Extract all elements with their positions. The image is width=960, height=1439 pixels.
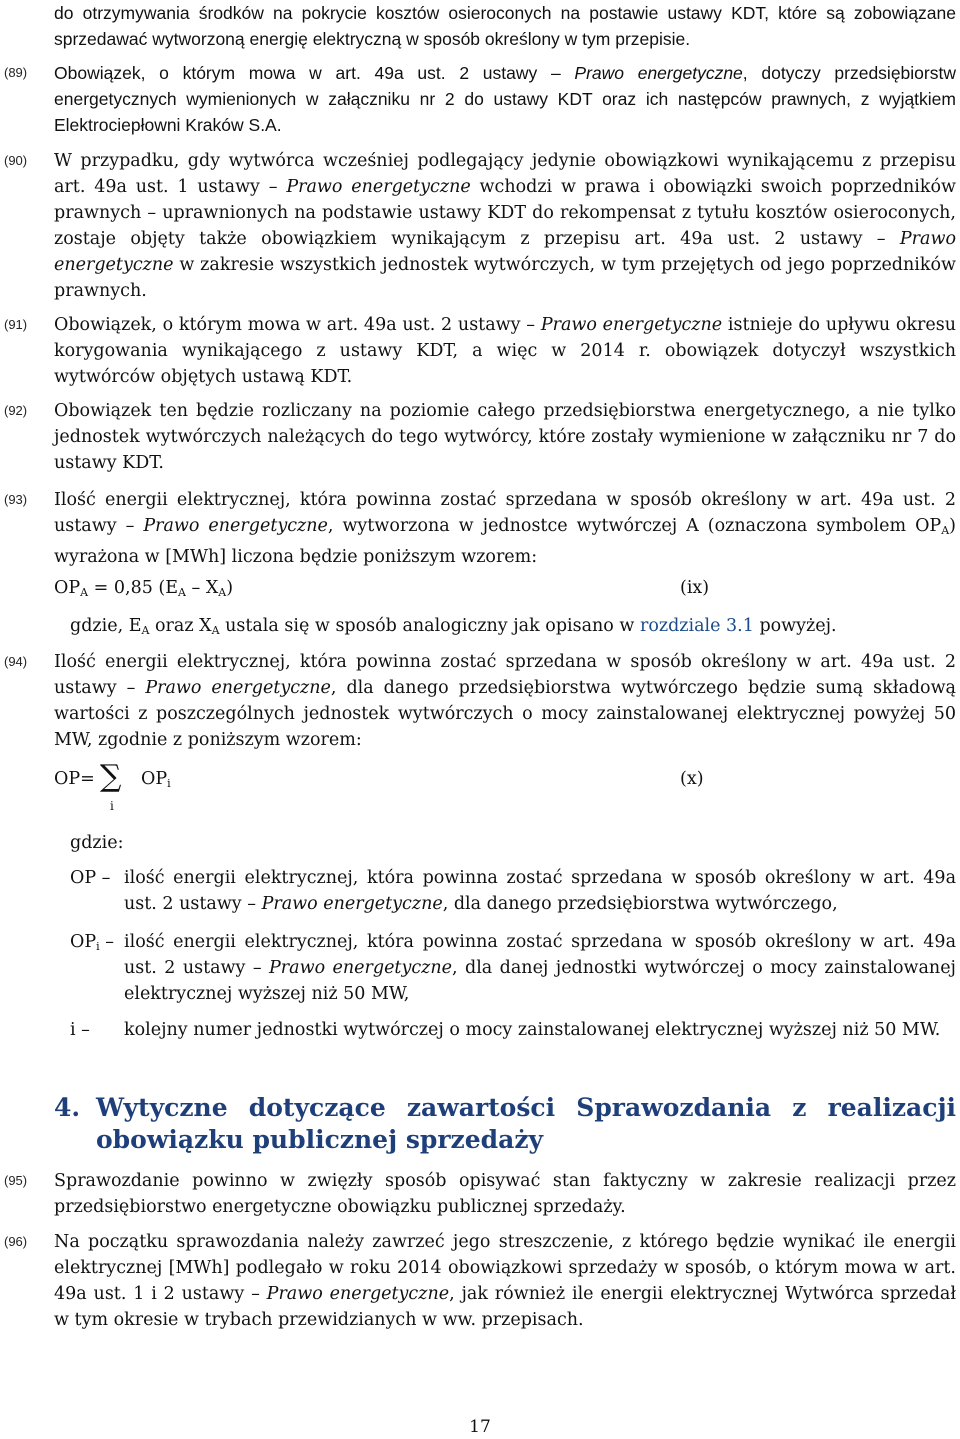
text-span: Na początku sprawozdania należy zawrzeć jego streszczenie, z którego będzie wynikać ile energii elektrycznej [MWh] podlegało w roku 2014 obowiązkowi sprzedaży w sposób, o którym mowa w art. 49a ust. 1 i 2 ustawy –: [54, 1232, 956, 1304]
formula-label: (x): [680, 769, 704, 789]
paragraph-text: [54, 487, 956, 570]
subscript: A: [178, 586, 186, 599]
paragraph-number: (95): [4, 1173, 28, 1188]
paragraph-text-span: do otrzymywania środków na pokrycie kosztów osieroconych na postawie ustawy KDT, które są zobowiązane sprzedawać wytworzoną energię elektryczną w sposób określony w tym przepisie.: [54, 3, 956, 49]
subscript: A: [941, 524, 950, 537]
summation-index: i: [110, 799, 114, 813]
subscript: i: [167, 777, 171, 790]
italic-act-name: Prawo energetyczne: [266, 1284, 450, 1304]
italic-act-name: Prawo energetyczne: [261, 894, 443, 914]
italic-act-name: Prawo energetyczne: [143, 516, 328, 536]
italic-act-name: Prawo energetyczne: [574, 63, 743, 83]
text-span: istnieje do upływu okresu korygowania wynikającego z ustawy KDT, a więc w 2014 r. obowiązek dotyczył wszystkich wytwórców objętych ustawą KDT.: [54, 315, 956, 387]
formula-explanation: [70, 613, 837, 644]
subscript: A: [80, 586, 89, 599]
text-span: powyżej.: [753, 616, 837, 636]
definition-term-op: OP –: [70, 868, 111, 888]
section-link[interactable]: rozdziale 3.1: [639, 616, 754, 636]
text-span: , wytworzona w jednostce wytwórczej A (oznaczona symbolem OP: [327, 516, 942, 536]
formula-label: (ix): [680, 578, 710, 598]
paragraph-number: (93): [4, 492, 28, 507]
formula-part: OP: [54, 578, 81, 598]
paragraph-text: [54, 1229, 956, 1333]
subscript: i: [96, 940, 100, 953]
text-span: oraz X: [149, 616, 212, 636]
text-span: Obowiązek ten będzie rozliczany na poziomie całego przedsiębiorstwa energetycznego, a nie tylko jednostek wytwórczych należących do tego wytwórcy, które zostały wymienione w załączniku nr 7 do ustawy KDT.: [54, 401, 956, 473]
text-span: Ilość energii elektrycznej, która powinna zostać sprzedana w sposób określony w art. 49a ust. 2 ustawy –: [54, 490, 956, 536]
paragraph-text: [54, 0, 956, 52]
italic-act-name: Prawo energetyczne: [269, 958, 453, 978]
paragraph-number: (89): [4, 65, 28, 80]
term-part: OP: [70, 932, 97, 952]
paragraph-text: [54, 649, 956, 753]
subscript: A: [141, 624, 150, 637]
paragraph-number: (94): [4, 654, 28, 669]
text-span: , dla danego przedsiębiorstwa wytwórczego,: [442, 894, 838, 914]
subscript: A: [211, 624, 220, 637]
paragraph-number: (90): [4, 153, 28, 168]
italic-act-name: Prawo energetyczne: [540, 315, 723, 335]
page-number: 17: [469, 1417, 491, 1437]
text-span: Ilość energii elektrycznej, która powinna zostać sprzedana w sposób określony w art. 49a ust. 2 ustawy –: [54, 652, 956, 698]
text-span: Obowiązek, o którym mowa w art. 49a ust. 2 ustawy –: [54, 63, 575, 83]
paragraph-number: (91): [4, 317, 28, 332]
summation-icon: ∑: [100, 759, 122, 794]
text-span: kolejny numer jednostki wytwórczej o mocy zainstalowanej elektrycznej wyższej niż 50 MW.: [124, 1020, 941, 1040]
text-span: , dla danego przedsiębiorstwa wytwórczego będzie sumą składową wartości z poszczególnych jednostek wytwórczych o mocy zainstalowanej elektrycznej powyżej 50 MW, zgodnie z poniższym wzorem:: [54, 678, 956, 750]
formula-part: – X: [185, 578, 219, 598]
text-span: W przypadku, gdy wytwórca wcześniej podlegający jedynie obowiązkowi wynikającemu z przepisu art. 49a ust. 1 ustawy –: [54, 151, 956, 197]
term-part: –: [99, 932, 114, 952]
paragraph-text: [54, 60, 956, 138]
where-label: gdzie:: [70, 833, 124, 853]
section-title: Wytyczne dotyczące zawartości Sprawozdania z realizacji obowiązku publicznej sprzedaży: [96, 1093, 956, 1154]
formula-part: = 0,85 (E: [88, 578, 178, 598]
definition-desc-i: [124, 1017, 956, 1043]
text-span: ilość energii elektrycznej, która powinna zostać sprzedana w sposób określony w art. 49a ust. 2 ustawy –: [124, 932, 956, 978]
definition-term-i: i –: [70, 1020, 90, 1040]
section-heading: [54, 1092, 956, 1156]
paragraph-text: [54, 1168, 956, 1220]
definition-term-opi: [70, 929, 114, 960]
text-span: ustala się w sposób analogiczny jak opisano w: [219, 616, 640, 636]
text-span: gdzie, E: [70, 616, 142, 636]
formula-part: ): [226, 578, 234, 598]
formula-lhs: OP=: [54, 769, 95, 789]
italic-act-name: Prawo energetyczne: [286, 177, 471, 197]
text-span: ilość energii elektrycznej, która powinna zostać sprzedana w sposób określony w art. 49a ust. 2 ustawy –: [124, 868, 956, 914]
text-span: w zakresie wszystkich jednostek wytwórczych, w tym przejętych od jego poprzedników prawnych.: [54, 255, 956, 301]
paragraph-number: (92): [4, 403, 28, 418]
italic-act-name: Prawo energetyczne: [54, 229, 956, 275]
definition-desc-op: [124, 865, 956, 917]
text-span: wchodzi w prawa i obowiązki swoich poprzedników prawnych – uprawnionych na podstawie ustawy KDT do rekompensat z tytułu kosztów osieroconych, zostaje objęty także obowiązkiem wynikającym z przepisu art. 49a ust. 2 ustawy –: [54, 177, 956, 249]
italic-act-name: Prawo energetyczne: [145, 678, 331, 698]
paragraph-text: [54, 148, 956, 304]
formula-part: OP: [141, 769, 168, 789]
paragraph-number: (96): [4, 1234, 28, 1249]
text-span: , dotyczy przedsiębiorstw energetycznych wymienionych w załączniku nr 2 do ustawy KDT oraz ich następców prawnych, z wyjątkiem Elektrociepłowni Kraków S.A.: [54, 63, 956, 135]
formula-rhs: [141, 766, 171, 797]
section-number: 4.: [54, 1093, 81, 1122]
paragraph-text: [54, 312, 956, 390]
paragraph-text: [54, 398, 956, 476]
definition-desc-opi: [124, 929, 956, 1007]
text-span: ) wyrażona w [MWh] liczona będzie poniższym wzorem:: [54, 516, 956, 567]
text-span: Sprawozdanie powinno w zwięzły sposób opisywać stan faktyczny w zakresie realizacji przez przedsiębiorstwo energetyczne obowiązku publicznej sprzedaży.: [54, 1171, 956, 1217]
text-span: Obowiązek, o którym mowa w art. 49a ust. 2 ustawy –: [54, 315, 541, 335]
subscript: A: [218, 586, 227, 599]
formula-ix: [54, 575, 233, 606]
text-span: , dla danej jednostki wytwórczej o mocy zainstalowanej elektrycznej wyższej niż 50 MW,: [124, 958, 956, 1004]
text-span: , jak również ile energii elektrycznej Wytwórca sprzedał w tym okresie w trybach przewidzianych w ww. przepisach.: [54, 1284, 956, 1330]
